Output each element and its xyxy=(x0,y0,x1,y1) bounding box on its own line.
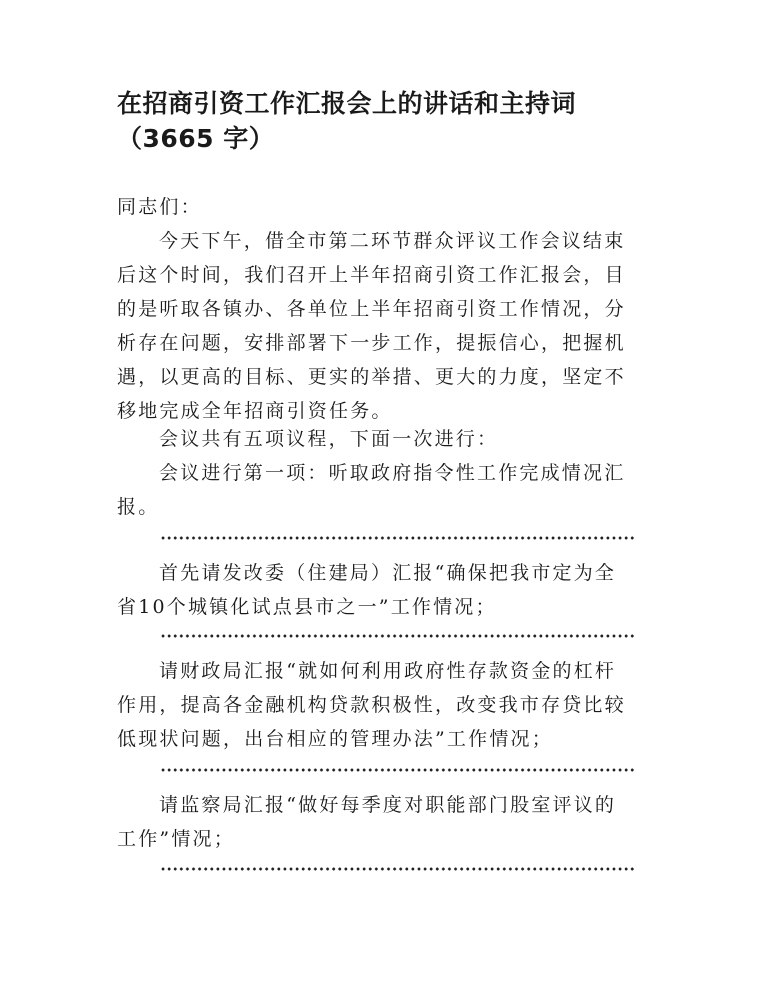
ellipsis-separator xyxy=(160,634,634,638)
paragraph-development-commission: 首先请发改委（住建局）汇报“确保把我市定为全省10个城镇化试点县市之一”工作情况； xyxy=(117,562,617,618)
paragraph-item-one: 会议进行第一项：听取政府指令性工作完成情况汇报。 xyxy=(117,462,626,518)
ellipsis-separator xyxy=(160,768,634,772)
title-line-1: 在招商引资工作汇报会上的讲话和主持词 xyxy=(117,89,577,118)
title-line-2: （3665 字） xyxy=(117,124,275,153)
salutation: 同志们： xyxy=(117,196,202,218)
ellipsis-separator xyxy=(160,536,634,540)
paragraph-opening: 今天下午，借全市第二环节群众评议工作会议结束后这个时间，我们召开上半年招商引资工作汇报会，目的是听取各镇办、各单位上半年招商引资工作情况，分析存在问题，安排部署下一步工作，提振信心，把握机遇，以更高的目标、更实的举措、更大的力度，坚定不移地完成全年招商引资任务。 xyxy=(117,230,626,422)
document-title xyxy=(117,86,657,156)
paragraph-finance-bureau: 请财政局汇报“就如何利用政府性存款资金的杠杆作用，提高各金融机构贷款积极性，改变我市存贷比较低现状问题，出台相应的管理办法”工作情况； xyxy=(117,660,626,750)
paragraph-supervision-bureau: 请监察局汇报“做好每季度对职能部门股室评议的工作”情况； xyxy=(117,794,617,850)
ellipsis-separator xyxy=(160,867,634,871)
paragraph-agenda: 会议共有五项议程，下面一次进行： xyxy=(159,428,499,450)
